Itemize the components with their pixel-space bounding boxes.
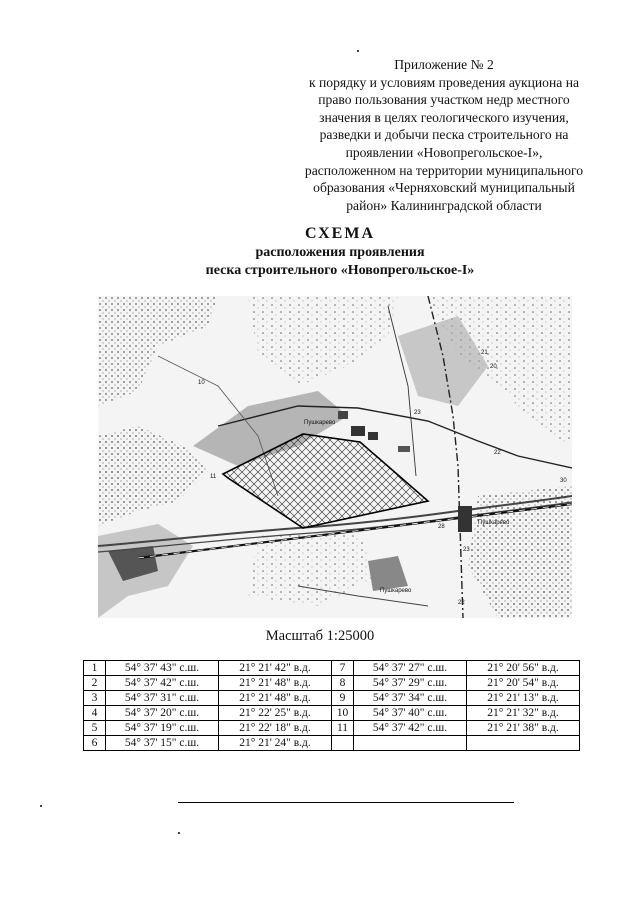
longitude-cell: 21° 21' 13" в.д. <box>467 691 580 706</box>
map-label-number: 23 <box>463 547 470 553</box>
latitude-cell: 54° 37' 43" с.ш. <box>106 661 219 676</box>
longitude-cell: 21° 21' 32" в.д. <box>467 706 580 721</box>
map-label-number: 23 <box>414 410 421 416</box>
map-label-village: Пушкарево <box>304 420 336 426</box>
map-scale: Масштаб 1:25000 <box>265 628 375 644</box>
table-row <box>84 691 580 706</box>
point-number: 1 <box>84 661 106 676</box>
table-row <box>84 736 580 751</box>
point-number: 11 <box>332 721 354 736</box>
latitude-cell: 54° 37' 27" с.ш. <box>354 661 467 676</box>
appendix-line: к порядку и условиям проведения аукциона на <box>309 74 579 90</box>
building <box>398 446 410 452</box>
location-map <box>98 296 572 618</box>
longitude-cell: 21° 20' 56" в.д. <box>467 661 580 676</box>
map-label-number: 30 <box>560 478 567 484</box>
appendix-line: район» Калининградской области <box>346 197 542 213</box>
scan-speck <box>357 50 359 52</box>
table-row <box>84 706 580 721</box>
appendix-line: Приложение № 2 <box>394 57 494 72</box>
longitude-cell: 21° 21' 42" в.д. <box>219 661 332 676</box>
map-label-village: Пушкарево <box>380 588 412 594</box>
longitude-cell: 21° 22' 25" в.д. <box>219 706 332 721</box>
appendix-line: расположенном на территории муниципального <box>304 162 584 178</box>
appendix-header <box>270 56 618 214</box>
point-number <box>332 736 354 751</box>
scan-speck <box>40 805 42 807</box>
latitude-cell: 54° 37' 34" с.ш. <box>354 691 467 706</box>
longitude-cell: 21° 21' 24" в.д. <box>219 736 332 751</box>
point-number: 10 <box>332 706 354 721</box>
table-row <box>84 721 580 736</box>
latitude-cell: 54° 37' 40" с.ш. <box>354 706 467 721</box>
map-label-village: Пушкарево <box>478 520 510 526</box>
point-number: 8 <box>332 676 354 691</box>
table-row <box>84 676 580 691</box>
scheme-subtitle-line1: расположения проявления <box>255 245 425 260</box>
latitude-cell <box>354 736 467 751</box>
appendix-line: образования «Черняховский муниципальный <box>313 180 575 196</box>
point-number: 3 <box>84 691 106 706</box>
latitude-cell: 54° 37' 42" с.ш. <box>106 676 219 691</box>
point-number: 7 <box>332 661 354 676</box>
building <box>368 432 378 440</box>
latitude-cell: 54° 37' 42" с.ш. <box>354 721 467 736</box>
map-label-number: 22 <box>494 450 501 456</box>
latitude-cell: 54° 37' 15" с.ш. <box>106 736 219 751</box>
longitude-cell: 21° 21' 38" в.д. <box>467 721 580 736</box>
latitude-cell: 54° 37' 29" с.ш. <box>354 676 467 691</box>
point-number: 2 <box>84 676 106 691</box>
appendix-line: право пользования участком недр местного <box>318 92 570 108</box>
scheme-subtitle-line2: песка строительного «Новопрегольское-I» <box>205 263 475 278</box>
scheme-heading: СХЕМА <box>304 225 376 242</box>
map-label-number: 28 <box>438 524 445 530</box>
building <box>338 411 348 419</box>
appendix-line: значения в целях геологического изучения, <box>319 109 569 125</box>
point-number: 6 <box>84 736 106 751</box>
longitude-cell: 21° 21' 48" в.д. <box>219 691 332 706</box>
map-label-number: 20 <box>490 364 497 370</box>
point-number: 5 <box>84 721 106 736</box>
scan-speck <box>178 832 180 834</box>
scheme-title <box>150 224 530 280</box>
longitude-cell: 21° 21' 48" в.д. <box>219 676 332 691</box>
point-number: 4 <box>84 706 106 721</box>
latitude-cell: 54° 37' 20" с.ш. <box>106 706 219 721</box>
appendix-line: проявлении «Новопрегольское-I», <box>345 144 543 160</box>
map-label-number: 22 <box>458 600 465 606</box>
map-label-number: 10 <box>198 380 205 386</box>
latitude-cell: 54° 37' 31" с.ш. <box>106 691 219 706</box>
signature-line <box>178 802 514 803</box>
appendix-line: разведки и добычи песка строительного на <box>319 127 569 143</box>
map-label-number: 11 <box>210 474 217 480</box>
map-label-number: 21 <box>481 350 488 356</box>
building <box>458 506 472 532</box>
table-row <box>84 661 580 676</box>
building <box>351 426 365 436</box>
point-number: 9 <box>332 691 354 706</box>
coordinates-table <box>83 660 580 751</box>
longitude-cell <box>467 736 580 751</box>
longitude-cell: 21° 22' 18" в.д. <box>219 721 332 736</box>
longitude-cell: 21° 20' 54" в.д. <box>467 676 580 691</box>
latitude-cell: 54° 37' 19" с.ш. <box>106 721 219 736</box>
